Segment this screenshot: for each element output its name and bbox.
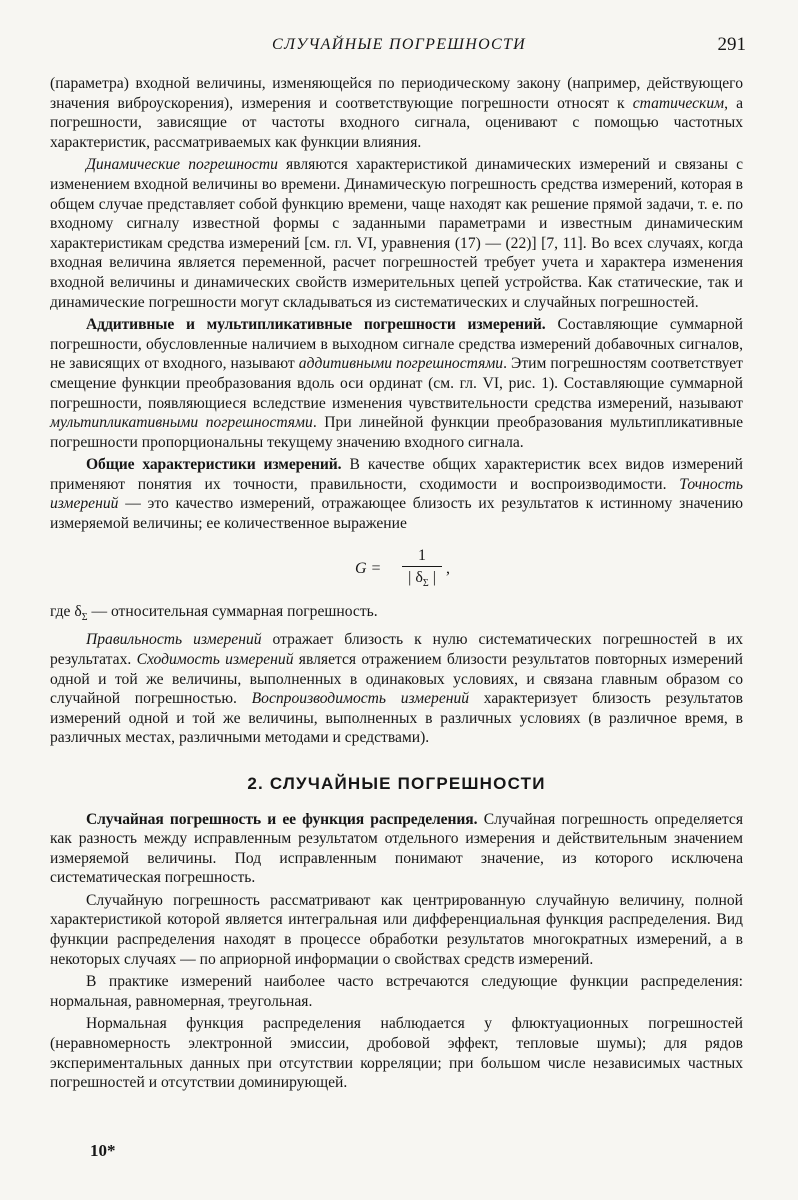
paragraph-dynamic-errors: Динамические погрешности являются характеристикой динамических измерений и связаны с изменением входной величины во времени. Динамическую погрешность средства измерений, которая в общем случае представляет собой функцию времени, чаще находят как решение прямой задачи, т. е. по входному сигналу известной формы с заданными параметрами и известным динамическим характеристикам средства измерений [см. гл. VI, уравнения (17) — (22)] [7, 11]. Во всех случаях, когда входная величина является переменной, расчет погрешностей требует учета и характера изменения входной величины и динамических свойств измерительных цепей устройства. Как статические, так и динамические погрешности могут складываться из систематических и случайных погрешностей. (50, 156, 743, 311)
running-title: СЛУЧАЙНЫЕ ПОГРЕШНОСТИ (271, 36, 527, 53)
formula-lhs: G = (355, 559, 382, 577)
running-head (50, 36, 748, 60)
page-body (50, 74, 743, 1093)
formula-comma: , (446, 559, 450, 577)
section-heading: 2. СЛУЧАЙНЫЕ ПОГРЕШНОСТИ (247, 773, 546, 793)
accuracy-formula (50, 546, 743, 590)
signature-mark: 10* (90, 1141, 116, 1160)
paragraph-distribution-types: В практике измерений наиболее часто встречаются следующие функции распределения: нормальная, равномерная, треугольная. (50, 973, 743, 1010)
paragraph-additive-multiplicative: Аддитивные и мультипликативные погрешности измерений. Составляющие суммарной погрешности, обусловленные наличием в выходном сигнале средства измерений добавочных сигналов, не зависящих от входного, называют аддитивными погрешностями. Этим погрешностям соответствует смещение функции преобразования вдоль оси ординат (см. гл. VI, рис. 1). Составляющие суммарной погрешности, появляющиеся вследствие изменения чувствительности средства измерений, называют мультипликативными погрешностями. При линейной функции преобразования мультипликативные погрешности пропорциональны текущему значению входного сигнала. (50, 316, 743, 451)
formula-denominator: | $\delta_\Sigma$ | (408, 568, 436, 589)
formula-fraction (402, 546, 442, 595)
paragraph-centered-random: Случайную погрешность рассматривают как центрированную случайную величину, полной характеристикой которой является интегральная или дифференциальная функция распределения. Вид функции распределения находят в процессе обработки результатов многократных измерений, а в некоторых случаях — по априорной информации о свойствах средств измерений. (50, 891, 743, 968)
paragraph-correctness: Правильность измерений отражает близость к нулю систематических погрешностей в их результатах. Сходимость измерений является отражением близости результатов повторных измерений одной и той же величины, выполненных в одинаковых условиях, и связана главным образом со случайной погрешностью. Воспроизводимость измерений характеризует близость результатов измерений одной и той же величины, выполненных в различных условиях (в различное время, в различных местах, различными методами и средствами). (50, 631, 743, 747)
paragraph-general-characteristics: Общие характеристики измерений. В качестве общих характеристик всех видов измерений применяют понятия их точности, правильности, сходимости и воспроизводимости. Точность измерений — это качество измерений, отражающее близость их результатов к истинному значению измеряемой величины; ее количественное выражение (50, 456, 743, 533)
paragraph-where-delta: где $\delta_\Sigma$ — относительная суммарная погрешность. (50, 602, 378, 623)
formula-numerator: 1 (402, 546, 442, 567)
page-number: 291 (717, 34, 746, 55)
paragraph-normal-distribution: Нормальная функция распределения наблюдается у флюктуационных погрешностей (неравномерность электронной эмиссии, дробовой эффект, тепловые шумы); для рядов экспериментальных данных при отсутствии корреляции; при большом числе независимых частных погрешностей и отсутствии доминирующей. (50, 1015, 743, 1092)
paragraph-random-error-definition: Случайная погрешность и ее функция распределения. Случайная погрешность определяется как разность между исправленным результатом отдельного измерения и действительным значением измеряемой величины. Под исправленным понимают значение, из которого исключена систематическая погрешность. (50, 810, 743, 887)
paragraph-static-errors: (параметра) входной величины, изменяющейся по периодическому закону (например, действующего значения виброускорения), измерения и соответствующие погрешности относят к статическим, а погрешности, зависящие от частоты входного сигнала, оценивают с помощью частотных характеристик, рассматриваемых как функции влияния. (50, 75, 743, 151)
